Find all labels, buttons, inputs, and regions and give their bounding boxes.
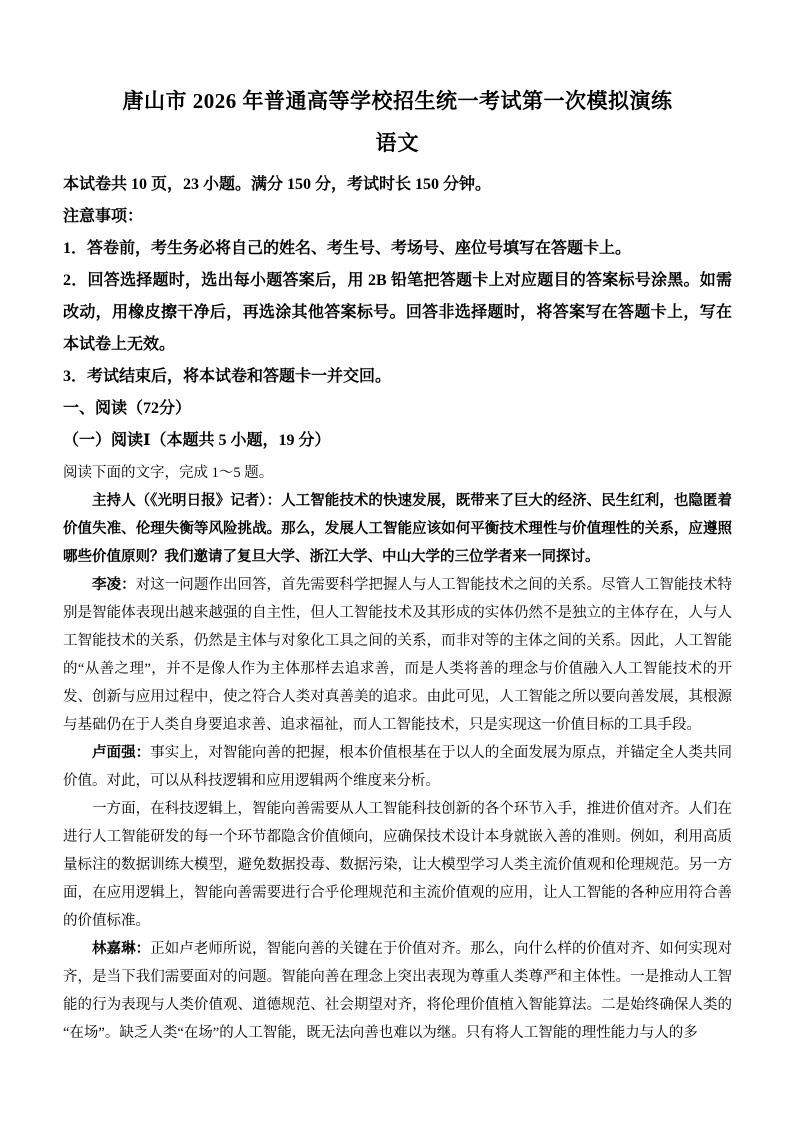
exam-info: 本试卷共 10 页，23 小题。满分 150 分，考试时长 150 分钟。 bbox=[63, 176, 492, 193]
speaker-name-host: 主持人（《光明日报》记者）： bbox=[92, 493, 282, 509]
note-item-3: 3．考试结束后，将本试卷和答题卡一并交回。 bbox=[63, 368, 392, 385]
dialogue-paragraph-lu-continued bbox=[63, 795, 732, 935]
paragraph-text-lu: 事实上，对智能向善的把握，根本价值根基在于以人的全面发展为原点，并锚定全人类共同价值。对此，可以从科技逻辑和应用逻辑两个维度来分析。 bbox=[63, 745, 732, 789]
notes-heading: 注意事项： bbox=[63, 208, 144, 225]
speaker-name-lin: 林嘉琳： bbox=[92, 941, 151, 957]
dialogue-paragraph-host bbox=[63, 487, 732, 571]
speaker-name-li-ling: 李凌： bbox=[92, 577, 136, 593]
note-item-2: 2．回答选择题时，选出每小题答案后，用 2B 铅笔把答题卡上对应题目的答案标号涂黑。如需改动，用橡皮擦干净后，再选涂其他答案标号。回答非选择题时，将答案写在答题卡上，写在本试卷上无效。 bbox=[63, 272, 732, 353]
paragraph-text-li-ling: 对这一问题作出回答，首先需要科学把握人与人工智能技术之间的关系。尽管人工智能技术特别是智能体表现出越来越强的自主性，但人工智能技术及其形成的实体仍然不是独立的主体存在，人与人工智能技术的关系，仍然是主体与对象化工具之间的关系，而非对等的主体之间的关系。因此，人工智能的“从善之理”，并不是像人作为主体那样去追求善，而是人类将善的理念与价值融入人工智能技术的开发、创新与应用过程中，使之符合人类对真善美的追求。由此可见，人工智能之所以要向善发展，其根源与基础仍在于人类自身要追求善、追求福祉，而人工智能技术，只是实现这一价值目标的工具手段。 bbox=[63, 577, 732, 733]
dialogue-paragraph-li-ling bbox=[63, 571, 732, 739]
subsection-heading-reading-1: （一）阅读Ⅰ（本题共 5 小题，19 分） bbox=[63, 432, 331, 449]
paragraph-text-host: 人工智能技术的快速发展，既带来了巨大的经济、民生红利，也隐匿着价值失准、伦理失衡等风险挑战。那么，发展人工智能应该如何平衡技术理性与价值理性的关系，应遵照哪些价值原则？我们邀请了复旦大学、浙江大学、中山大学的三位学者来一同探讨。 bbox=[63, 493, 733, 565]
paragraph-text-lu-continued: 一方面，在科技逻辑上，智能向善需要从人工智能科技创新的各个环节入手，推进价值对齐。人们在进行人工智能研发的每一个环节都隐含价值倾向，应确保技术设计本身就嵌入善的准则。例如，利用高质量标注的数据训练大模型，避免数据投毒、数据污染，让大模型学习人类主流价值观和伦理规范。另一方面，在应用逻辑上，智能向善需要进行合乎伦理规范和主流价值观的应用，让人工智能的各种应用符合善的价值标准。 bbox=[63, 801, 732, 929]
note-item-1: 1．答卷前，考生务必将自己的姓名、考生号、考场号、座位号填写在答题卡上。 bbox=[63, 240, 632, 257]
dialogue-paragraph-lin bbox=[63, 935, 732, 1047]
passage-instruction: 阅读下面的文字，完成 1～5 题。 bbox=[63, 465, 274, 481]
page-subtitle: 语文 bbox=[375, 131, 420, 155]
paragraph-text-lin: 正如卢老师所说，智能向善的关键在于价值对齐。那么，向什么样的价值对齐、如何实现对齐，是当下我们需要面对的问题。智能向善在理念上突出表现为尊重人类尊严和主体性。一是推动人工智能的行为表现与人类价值观、道德规范、社会期望对齐，将伦理价值植入智能算法。二是始终确保人类的“在场”。缺乏人类“在场”的人工智能，既无法向善也难以为继。只有将人工智能的理性能力与人的多 bbox=[63, 941, 732, 1041]
speaker-name-lu: 卢面强： bbox=[92, 745, 151, 761]
page-title: 唐山市 2026 年普通高等学校招生统一考试第一次模拟演练 bbox=[122, 89, 673, 113]
dialogue-paragraph-lu bbox=[63, 739, 732, 795]
section-heading-reading: 一、阅读（72分） bbox=[63, 400, 192, 417]
